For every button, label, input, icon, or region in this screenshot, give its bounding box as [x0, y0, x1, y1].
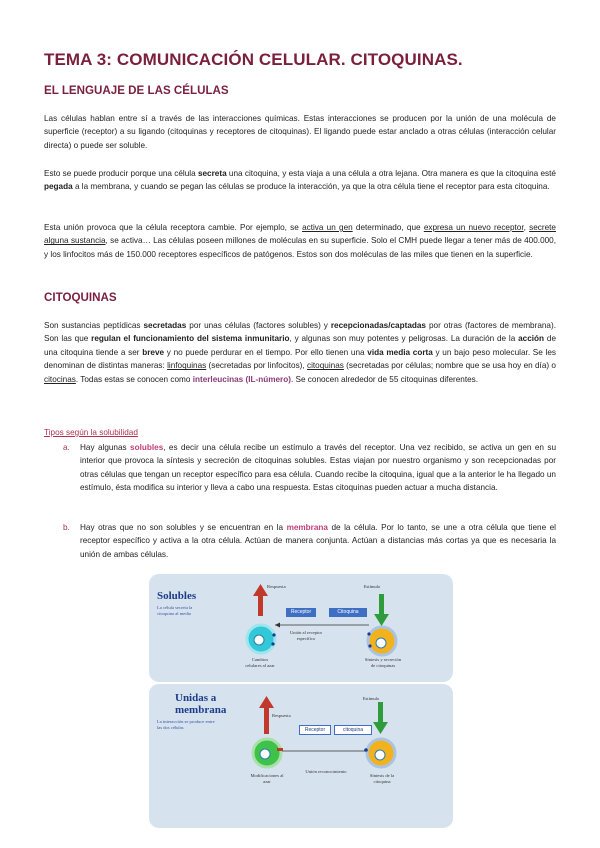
label-union-bottom: Unión reconocimiento	[305, 769, 347, 774]
panel-solubles	[149, 574, 453, 682]
list-item-solubles: a. Hay algunas solubles, es decir una célula recibe un estímulo a través del receptor. Una vez recibido, se activa un gen en su interior que provoca la síntesis y secreción de citoquinas solubles. Estas viajan por nuestro organismo y son recepcionadas por otras células que tengan un receptor específico para esa célula. Cuando recibe la citoquina, igual que a la anterior le ha llegado un estímulo, ésta modifica su interior y lleva a cabo una respuesta. Estas citoquinas pueden actuar a mucha distancia.	[63, 443, 557, 493]
solubles-diagram	[149, 574, 453, 682]
subheading-tipos: Tipos según la solubilidad	[44, 428, 138, 437]
panel-note-membrana: La interacción se produce entre las dos células	[157, 719, 215, 730]
paragraph-citoquinas: Son sustancias peptídicas secretadas por unas células (factores solubles) y recepcionadas/captadas por otras (factores de membrana). Son las que regulan el funcionamiento del sistema inmunitario, y algunas son muy potentes y peligrosas. La duración de la acción de una citoquina tiende a ser breve y no puede perdurar en el tiempo. Por ello tienen una vida media corta y un bajo peso molecular. Se les denominan de distintas maneras: linfoquinas (secretadas por linfocitos), citoquinas (secretadas por células; nombre que se usa hoy en día) o citocinas. Todas estas se conocen como interleucinas (IL-número). Se conocen alrededor de 55 citoquinas diferentes.	[44, 321, 557, 384]
label-cambios-bottom: Modificaciones al azar	[250, 773, 284, 784]
paragraph-lenguaje-2: Esto se puede producir porque una célula secreta una citoquina, y esta viaja a una célula a otra lejana. Otra manera es que la citoquina esté pegada a la membrana, y cuando se pegan las células se produce la interacción, ya que la otra célula tiene el receptor para esta citoquina.	[44, 169, 556, 192]
panel-membrana	[149, 684, 453, 828]
label-union-top: Unión al receptor específico	[289, 630, 323, 641]
membrana-diagram	[149, 684, 453, 828]
list-marker-a: a.	[63, 443, 70, 452]
label-respuesta-top: Respuesta	[267, 584, 286, 589]
document-title: TEMA 3: COMUNICACIÓN CELULAR. CITOQUINAS.	[44, 50, 463, 69]
label-receptor-bottom: Receptor	[299, 725, 331, 735]
section-heading-lenguaje: EL LENGUAJE DE LAS CÉLULAS	[44, 84, 229, 97]
list-marker-b: b.	[63, 523, 70, 532]
label-estimulo-top: Estímulo	[363, 584, 381, 589]
label-respuesta-bottom: Respuesta	[272, 713, 291, 718]
paragraph-lenguaje-3: Esta unión provoca que la célula receptora cambie. Por ejemplo, se activa un gen determinado, que expresa un nuevo receptor, secrete alguna sustancia, se activa… Las células poseen millones de moléculas en su superficie. Solo el CMH puede llegar a tener más de 400.000, y los linfocitos más de 150.000 receptores específicos de patógenos. Estos son dos moléculas de las miles que tienen en la superficie.	[44, 223, 557, 259]
label-receptor-top: Receptor	[286, 608, 316, 617]
paragraph-lenguaje-1: Las células hablan entre sí a través de las interacciones químicas. Estas interacciones se producen por la unión de una molécula de superficie (receptor) a su ligando (citoquinas y receptores de citoquinas). El ligando puede estar anclado a otras células (interacción celular directa) o puede ser soluble.	[44, 114, 556, 150]
label-citoquina-top: Citoquina	[329, 608, 367, 617]
list-item-membrana: b. Hay otras que no son solubles y se encuentran en la membrana de la célula. Por lo tanto, se une a otra célula que tiene el receptor específico y activa a la otra célula. Actúan de manera conjunta. Actúan a distancias más cortas ya que es necesaria la unión de ambas células.	[63, 523, 556, 559]
label-sintesis-bottom: Síntesis de la citoquina	[369, 773, 395, 784]
panel-note-solubles: La célula secreta la citoquina al medio	[157, 605, 193, 616]
label-citoquina-bottom: citoquina	[334, 725, 372, 735]
stimulus-arrow-icon	[378, 702, 383, 724]
label-sintesis-top: Síntesis y secreción de citoquinas	[364, 657, 402, 668]
label-estimulo-bottom: Estímulo	[362, 696, 380, 701]
section-heading-citoquinas: CITOQUINAS	[44, 291, 117, 304]
panel-title-solubles: Solubles	[157, 590, 197, 602]
response-arrow-icon	[258, 594, 263, 616]
label-cambios-top: Cambios celulares al azar	[245, 657, 275, 668]
stimulus-arrow-icon	[379, 594, 384, 616]
response-arrow-icon	[264, 706, 269, 734]
panel-title-membrana: Unidas a membrana	[175, 692, 227, 716]
cytokine-figure	[149, 574, 453, 828]
